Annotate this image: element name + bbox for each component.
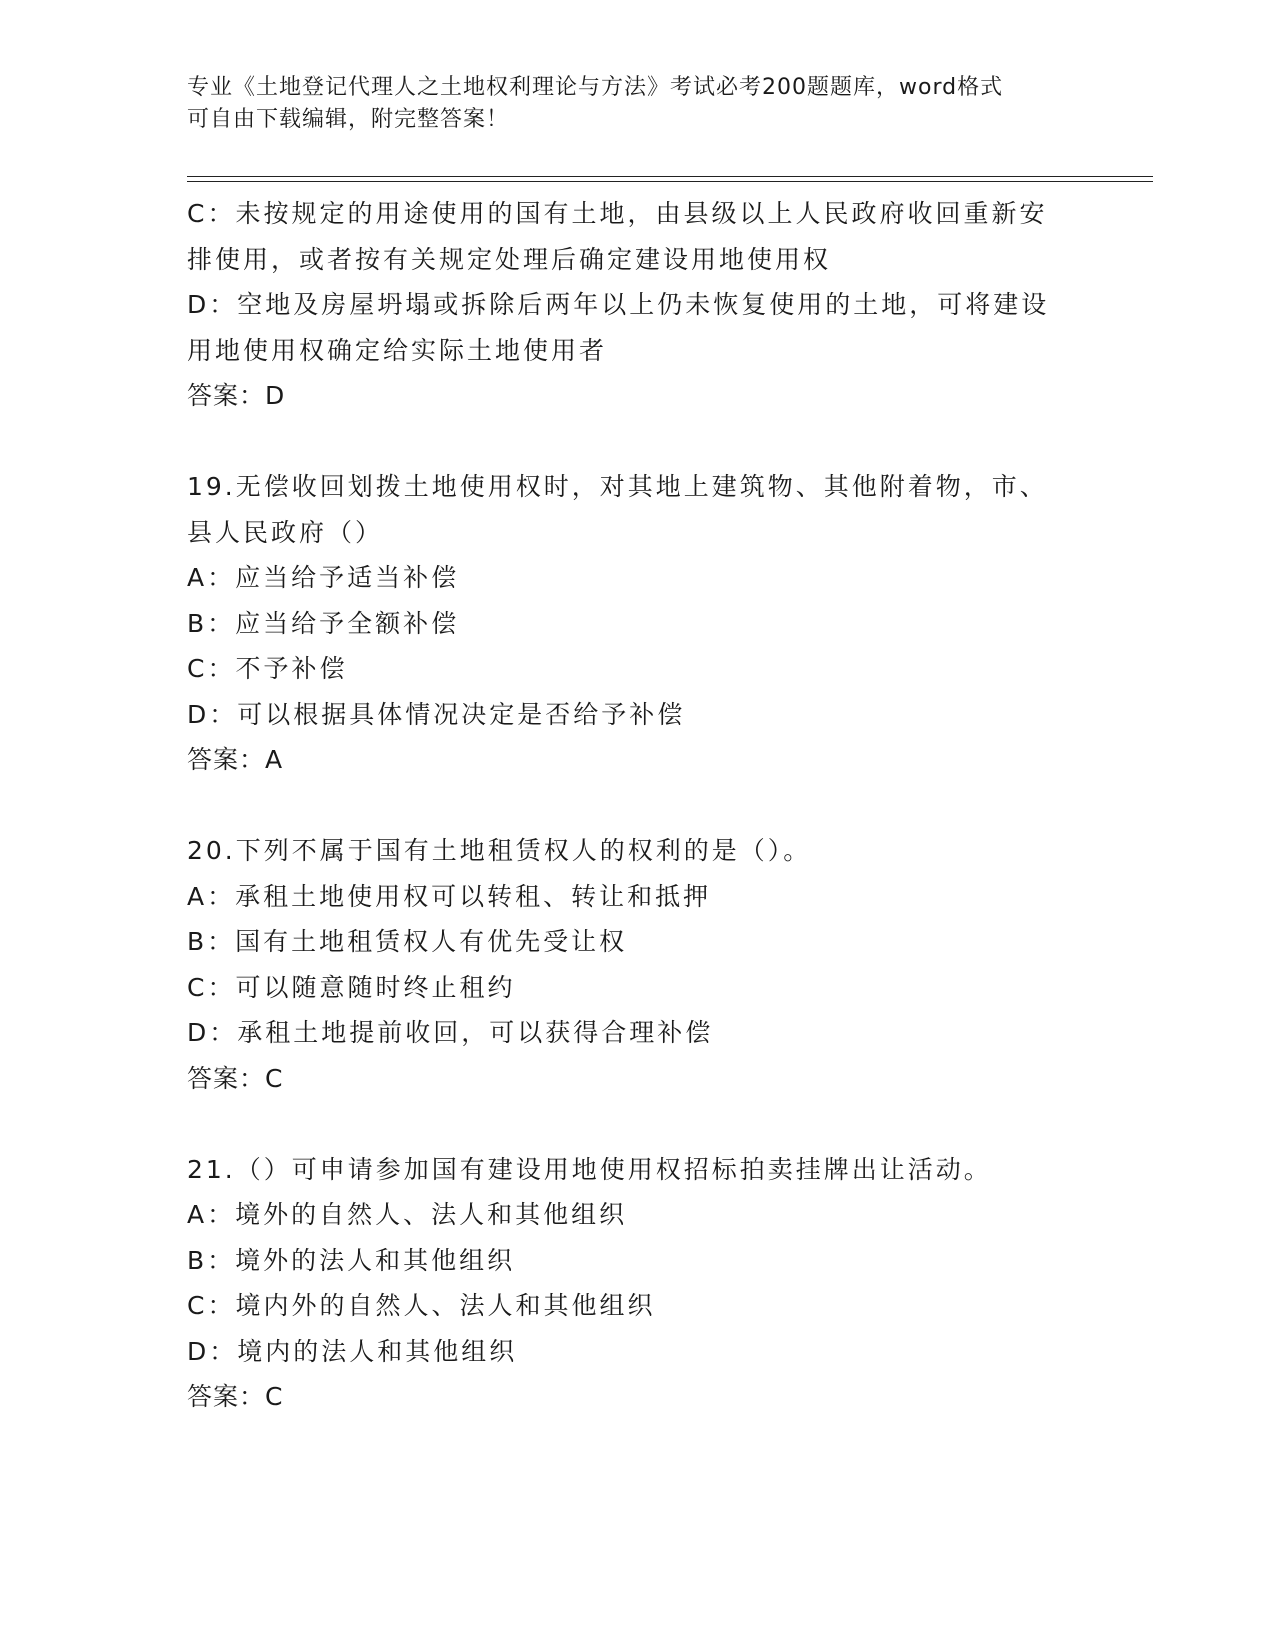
answer-line: 答案：C xyxy=(187,1063,284,1093)
header-title-line-1: 专业《土地登记代理人之土地权利理论与方法》考试必考200题题库，word格式 xyxy=(187,75,1004,100)
option-d: D：承租土地提前收回，可以获得合理补偿 xyxy=(187,1018,714,1047)
option-b: B：境外的法人和其他组织 xyxy=(187,1245,516,1275)
spacer xyxy=(187,419,1087,465)
option-d: D：境内的法人和其他组织 xyxy=(187,1336,518,1366)
header-title-line-2: 可自由下载编辑，附完整答案！ xyxy=(187,107,510,132)
question-stem-line-1: 21.（）可申请参加国有建设用地使用权招标拍卖挂牌出让活动。 xyxy=(187,1154,992,1184)
answer-line: 答案：D xyxy=(187,381,286,410)
option-c: C：不予补偿 xyxy=(187,654,348,683)
answer-line: 答案：C xyxy=(187,1382,284,1411)
answer-line: 答案：A xyxy=(187,745,284,774)
option-d-line-2: 用地使用权确定给实际土地使用者 xyxy=(187,335,608,365)
question-18-continued xyxy=(187,191,1087,419)
option-d: D：可以根据具体情况决定是否给予补偿 xyxy=(187,699,686,729)
option-c: C：境内外的自然人、法人和其他组织 xyxy=(187,1291,656,1320)
option-c: C：可以随意随时终止租约 xyxy=(187,972,516,1002)
header-divider-bottom xyxy=(187,181,1153,182)
question-stem-line-1: 20.下列不属于国有土地租赁权人的权利的是（）。 xyxy=(187,836,812,865)
spacer xyxy=(187,1101,1087,1147)
option-a: A：境外的自然人、法人和其他组织 xyxy=(187,1200,628,1229)
question-19 xyxy=(187,464,1087,783)
option-d-line-1: D：空地及房屋坍塌或拆除后两年以上仍未恢复使用的土地，可将建设 xyxy=(187,290,1050,319)
question-20 xyxy=(187,828,1087,1101)
option-a: A：承租土地使用权可以转租、转让和抵押 xyxy=(187,881,712,911)
header-divider-top xyxy=(187,176,1153,177)
question-stem-line-2: 县人民政府（） xyxy=(187,517,384,547)
question-21 xyxy=(187,1147,1087,1420)
spacer xyxy=(187,783,1087,829)
option-c-line-1: C：未按规定的用途使用的国有土地，由县级以上人民政府收回重新安 xyxy=(187,199,1048,228)
option-a: A：应当给予适当补偿 xyxy=(187,563,460,592)
question-stem-line-1: 19.无偿收回划拨土地使用权时，对其地上建筑物、其他附着物，市、 xyxy=(187,472,1048,501)
option-b: B：应当给予全额补偿 xyxy=(187,608,460,638)
option-b: B：国有土地租赁权人有优先受让权 xyxy=(187,927,628,956)
page-header xyxy=(187,72,1067,136)
question-content xyxy=(187,191,1087,1420)
option-c-line-2: 排使用，或者按有关规定处理后确定建设用地使用权 xyxy=(187,244,832,274)
